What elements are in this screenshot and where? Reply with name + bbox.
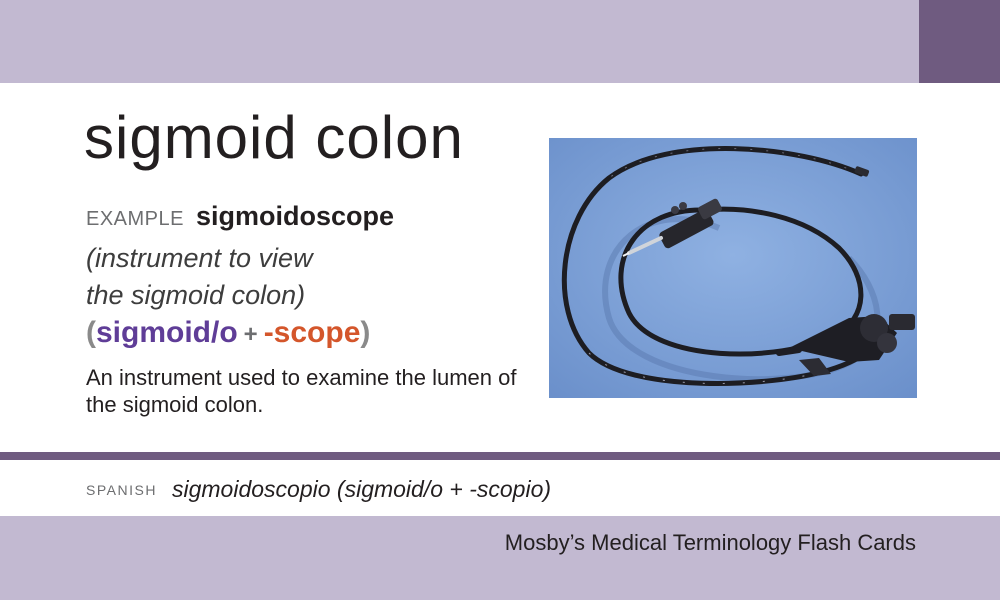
open-paren: ( — [86, 316, 96, 349]
top-band — [0, 0, 1000, 83]
top-accent-block — [919, 0, 1000, 83]
definition-line: the sigmoid colon) — [86, 280, 306, 310]
term-title: sigmoid colon — [84, 104, 464, 171]
example-definition — [86, 240, 506, 314]
endoscope-photo — [549, 138, 917, 398]
combining-form: sigmoid/o — [96, 316, 238, 349]
section-divider — [0, 452, 1000, 460]
close-paren: ) — [360, 316, 371, 349]
definition-line: (instrument to view — [86, 243, 313, 273]
suffix: -scope — [263, 316, 361, 349]
example-word: sigmoidoscope — [195, 201, 395, 231]
bottom-band — [0, 516, 1000, 600]
spanish-translation: sigmoidoscopio (sigmoid/o + -scopio) — [172, 476, 552, 502]
plus-sign: + — [243, 321, 258, 348]
endoscope-icon — [549, 138, 917, 398]
example-line — [86, 203, 394, 230]
term-description: An instrument used to examine the lumen of the sigmoid colon. — [86, 365, 517, 417]
example-label: EXAMPLE — [86, 208, 184, 230]
publisher-credit: Mosby’s Medical Terminology Flash Cards — [504, 530, 916, 555]
word-parts — [86, 318, 370, 348]
spanish-label: SPANISH — [86, 482, 157, 498]
spanish-row — [0, 460, 1000, 516]
